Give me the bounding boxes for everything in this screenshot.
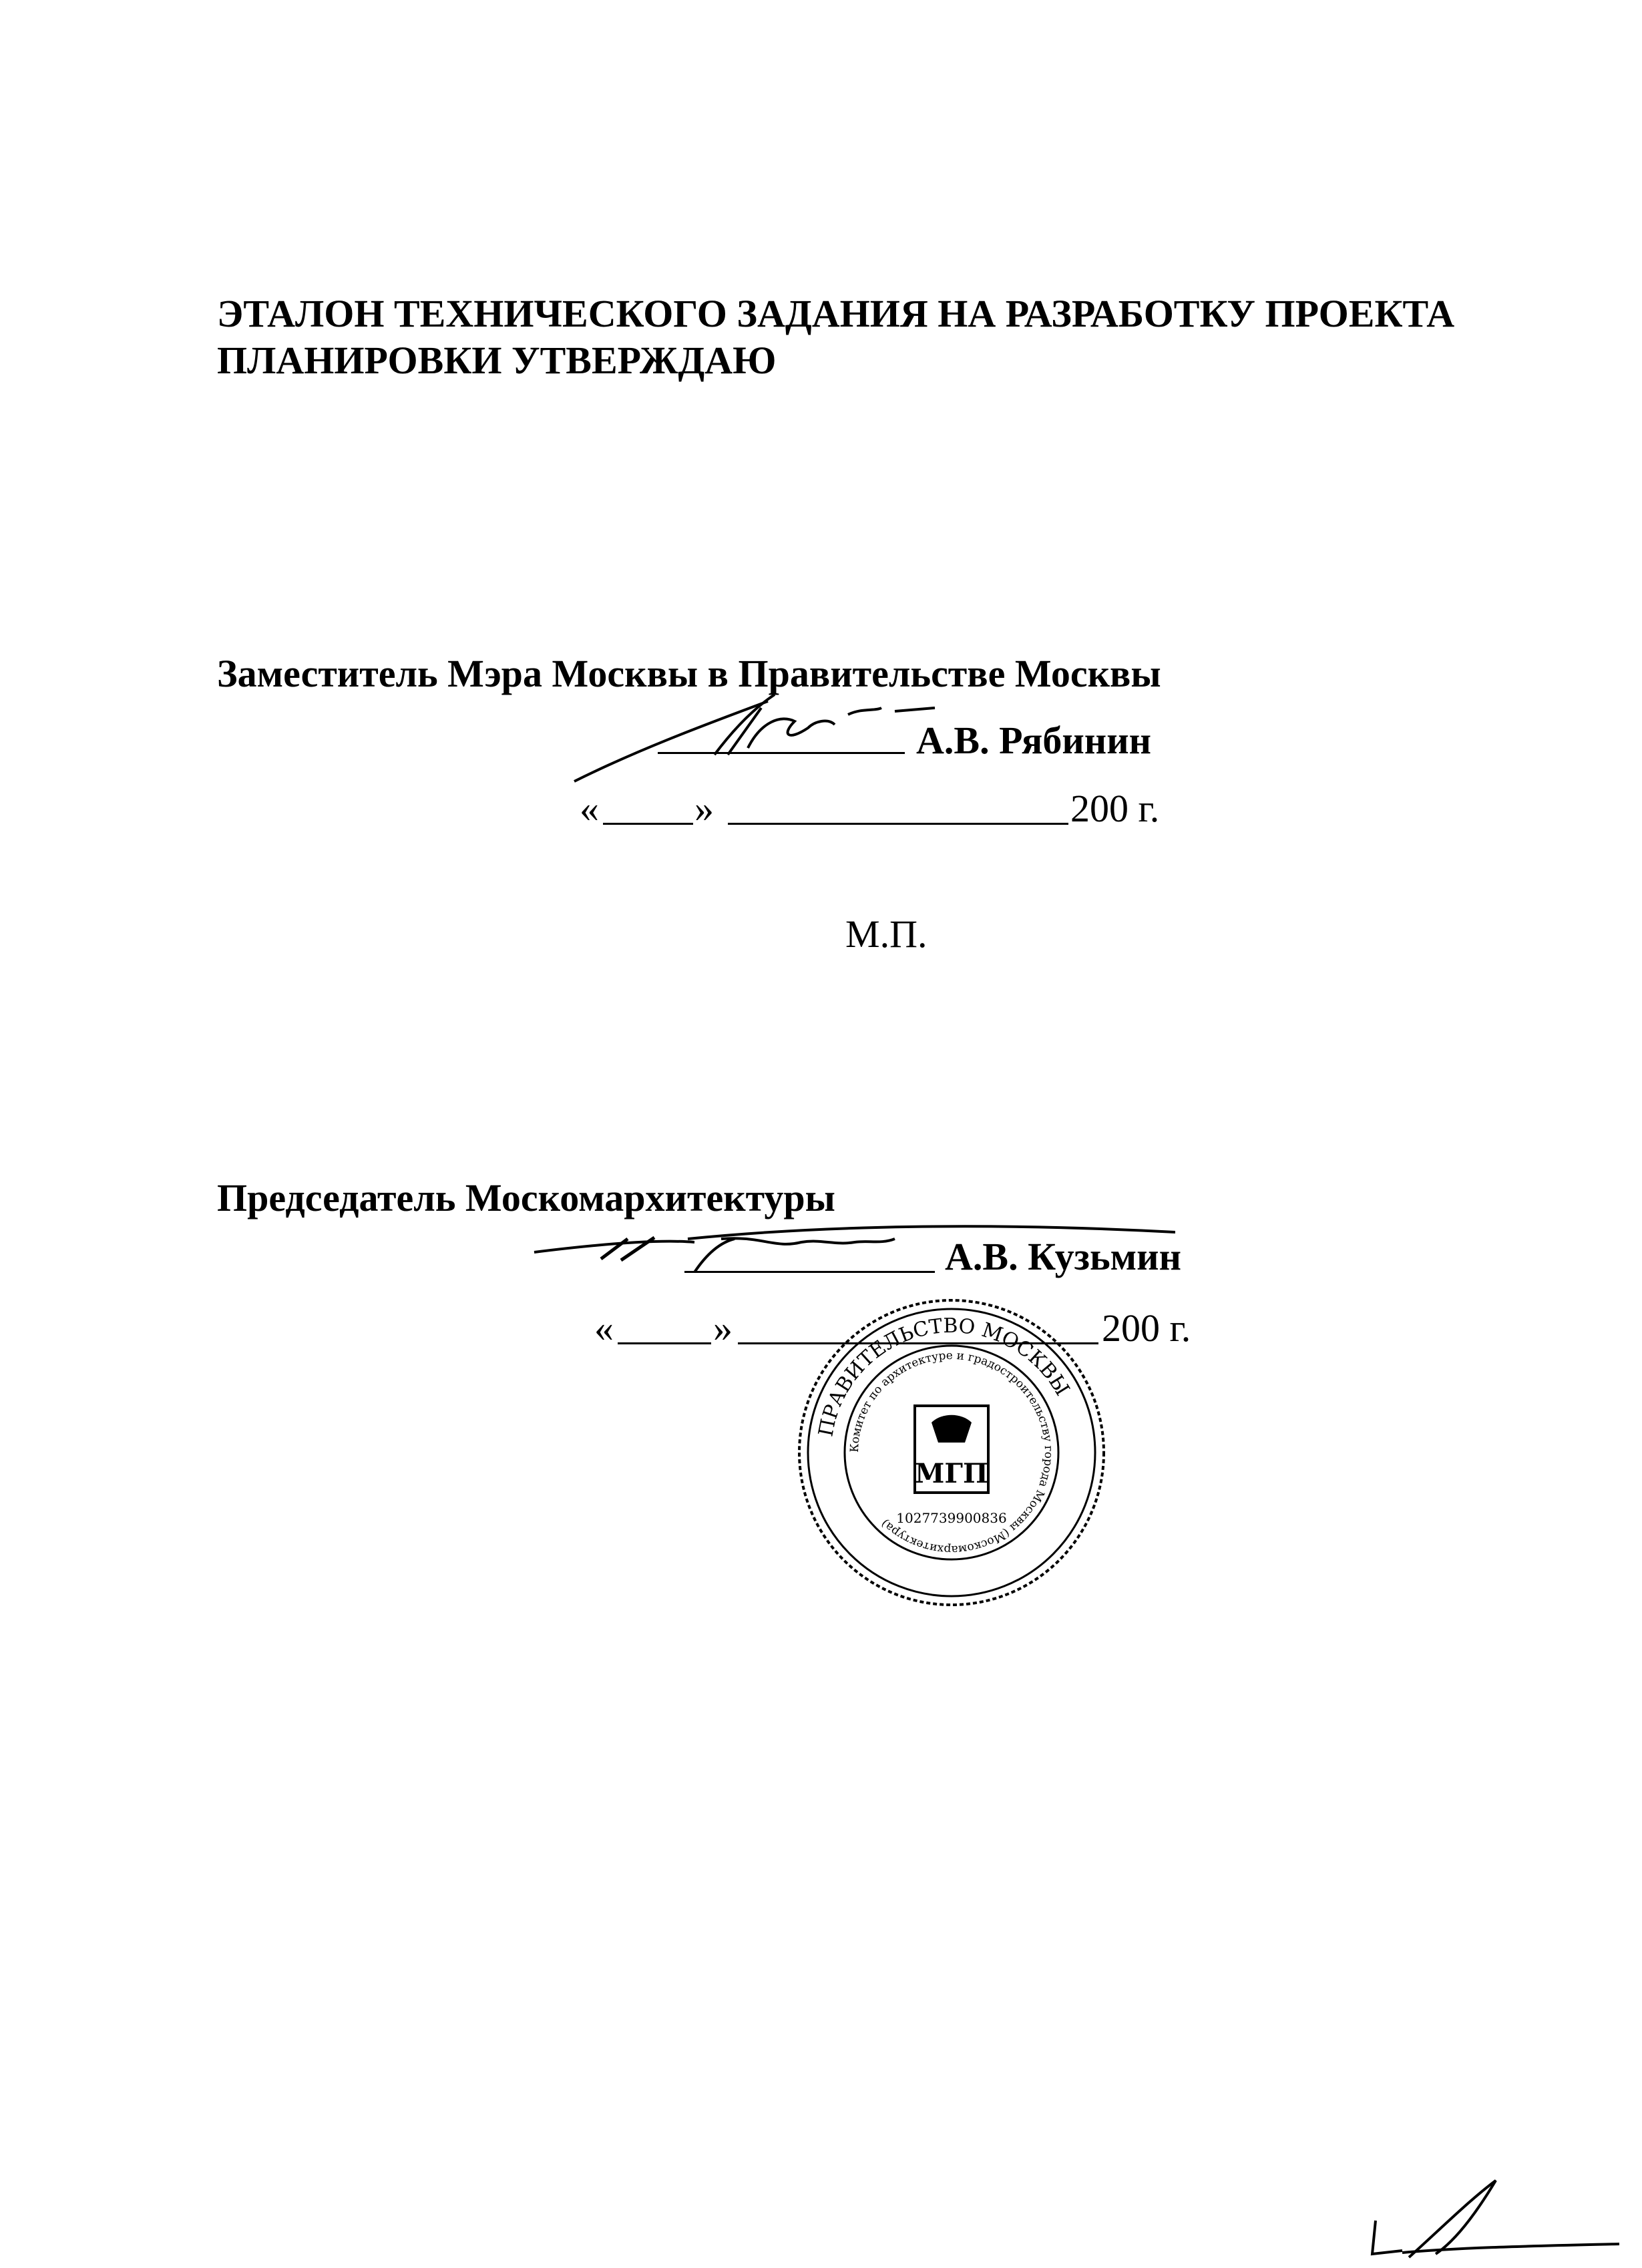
page-initials [1362, 2174, 1623, 2264]
approver1-date-year: 200 г. [1070, 787, 1160, 830]
seal-place-label: М.П. [845, 912, 928, 956]
approver2-position: Председатель Москомархитектуры [217, 1176, 835, 1219]
title-line-1: ЭТАЛОН ТЕХНИЧЕСКОГО ЗАДАНИЯ НА РАЗРАБОТКУ ПРОЕКТА [217, 292, 1455, 335]
official-stamp [791, 1292, 1112, 1613]
approver1-position: Заместитель Мэра Москвы в Правительстве Москвы [217, 652, 1161, 695]
approver2-name: А.В. Кузьмин [945, 1235, 1182, 1278]
approver1-date-close-quote: » [694, 787, 714, 830]
approver1-date-month-line [728, 823, 1068, 825]
approver1-date-open-quote: « [580, 787, 599, 830]
approver1-date-day-line [603, 823, 693, 825]
approver2-date-year: 200 г. [1102, 1306, 1191, 1350]
approver2-signature-line [684, 1271, 935, 1273]
approver2-date-day-line [618, 1342, 711, 1344]
approver1-signature-line [658, 752, 905, 754]
approver1-name: А.В. Рябинин [916, 719, 1152, 762]
stamp-outer-text: ПРАВИТЕЛЬСТВО МОСКВЫ [814, 1314, 1074, 1439]
title-line-2: ПЛАНИРОВКИ УТВЕРЖДАЮ [217, 339, 777, 382]
stamp-ogrn: 1027739900836 [896, 1510, 1007, 1526]
document-title [217, 291, 1519, 384]
stamp-emblem-letters: МГП [915, 1458, 988, 1489]
approver2-date-open-quote: « [594, 1306, 614, 1350]
approver1-signature [561, 681, 962, 795]
stamp-inner-text: Комитет по архитектуре и градостроительству города Москвы (Москомархитектура) [847, 1348, 1056, 1557]
approver2-date-close-quote: » [713, 1306, 733, 1350]
